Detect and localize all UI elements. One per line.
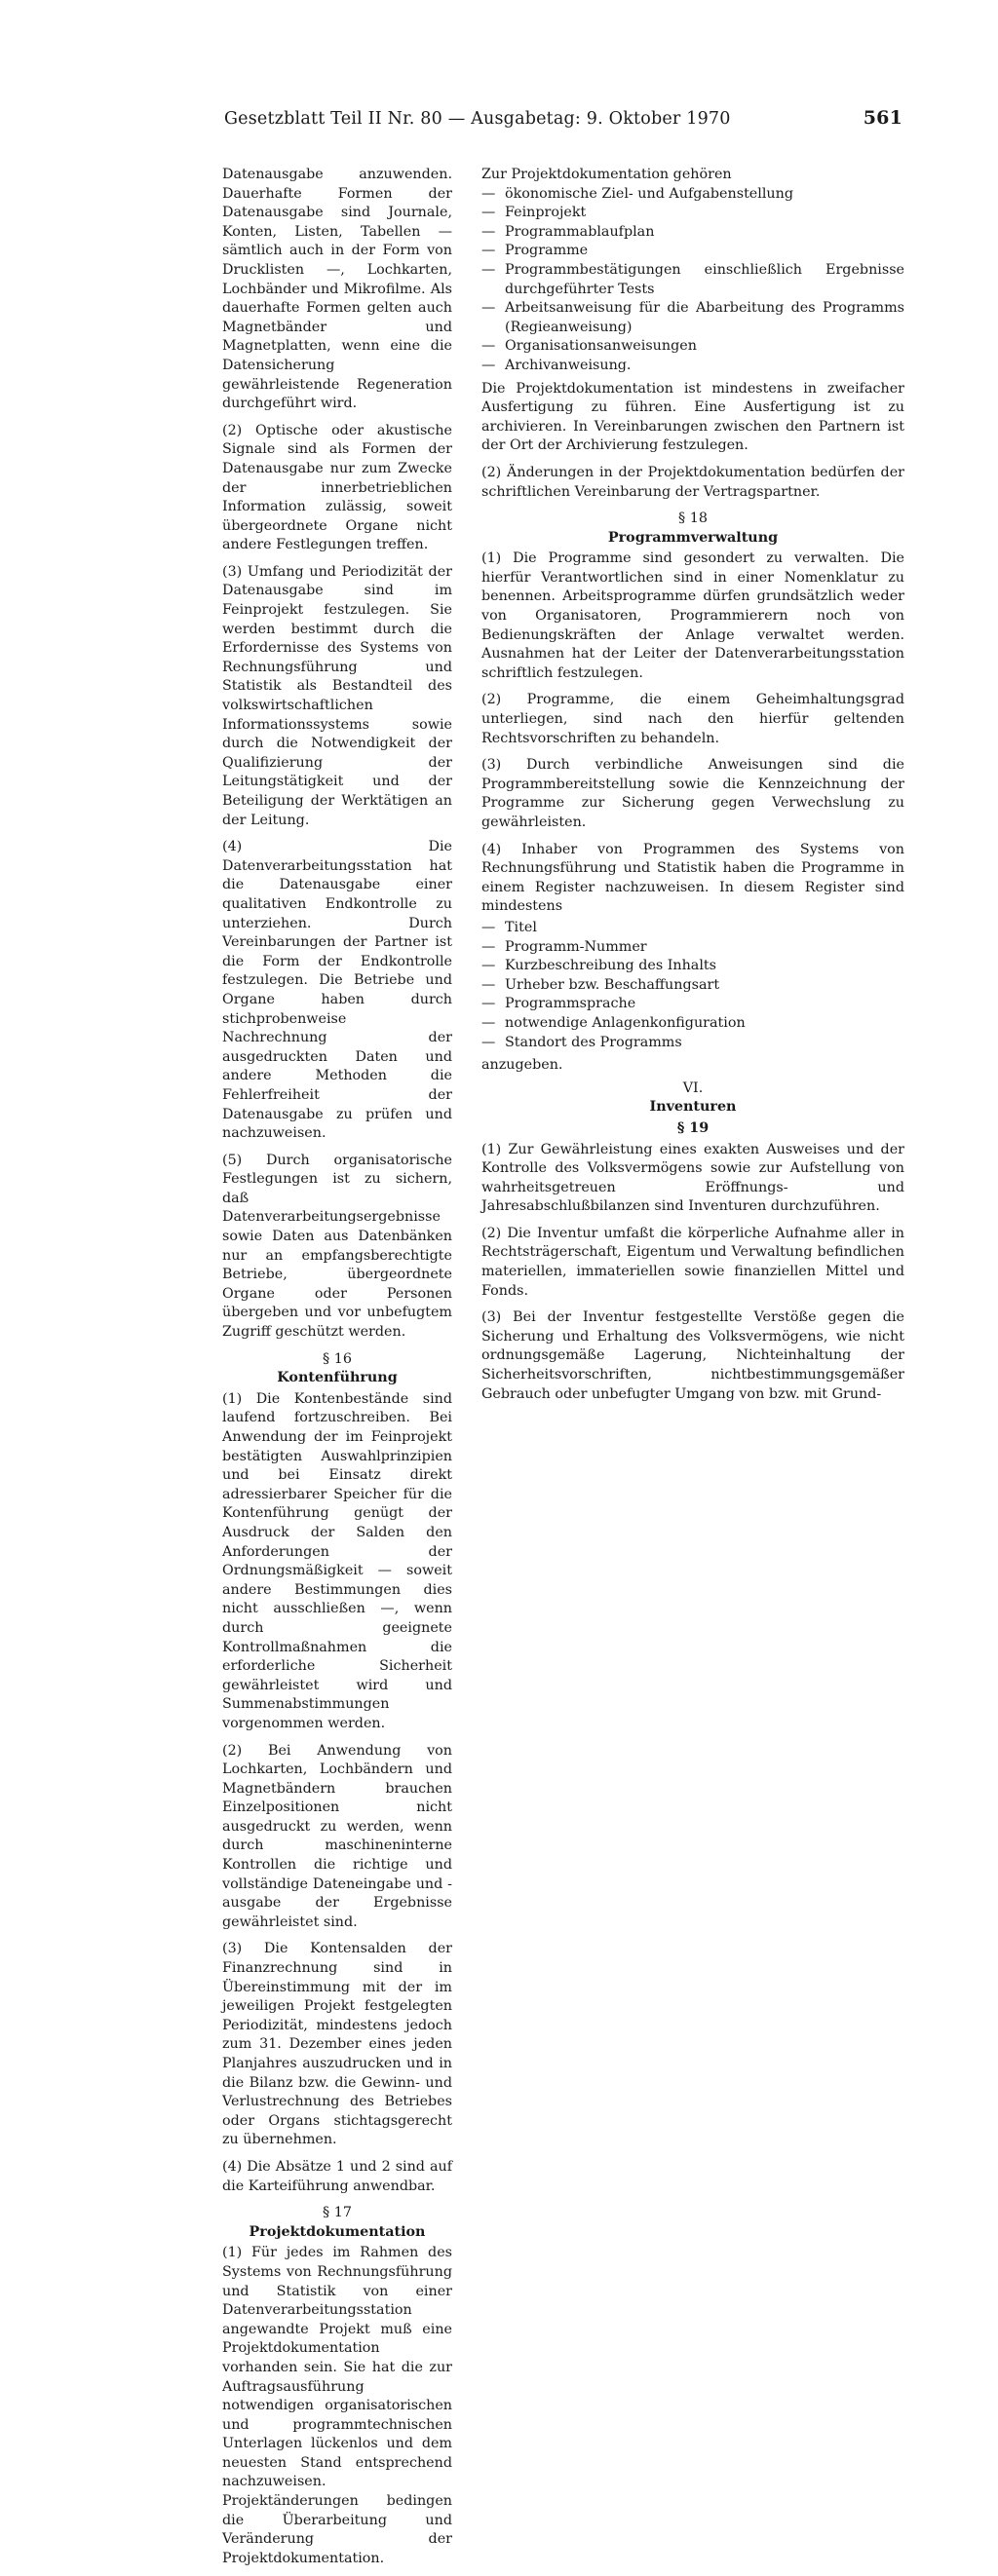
page-header — [224, 105, 902, 134]
list-item: — ökonomische Ziel- und Aufgabenstellung — [481, 185, 793, 202]
section-title: Programmverwaltung — [607, 529, 779, 546]
section-title: Kontenführung — [277, 1370, 398, 1386]
header-title: Gesetzblatt Teil II Nr. 80 — Ausgabetag: 9. Oktober 1970 — [224, 109, 731, 129]
paragraph: (3) Durch verbindliche Anweisungen sind die Programmbereitstellung sowie die Kennzeichnung der Programme zur Sicherung gegen Verwechslung zu gewährleisten. — [481, 757, 904, 830]
section-number: § 19 — [676, 1119, 710, 1136]
paragraph: (1) Die Programme sind gesondert zu verwalten. Die hierfür Verantwortlichen sind in einer Nomenklatur zu benennen. Arbeitsprogramme dürfen grundsätzlich weder von Organisatoren, Programmierern noch von Bedienungskräften der Anlage verwaltet werden. Ausnahmen hat der Leiter der Datenverarbeitungsstation schriftlich festzulegen. — [481, 550, 904, 681]
paragraph: Die Projektdokumentation ist mindestens in zweifacher Ausfertigung zu führen. Eine Ausfertigung ist zu archivieren. In Vereinbarungen zwischen den Partnern ist der Ort der Archivierung festzulegen. — [481, 380, 904, 454]
paragraph: (4) Inhaber von Programmen des Systems von Rechnungsführung und Statistik haben die Programme in einem Register nachzuweisen. In diesem Register sind mindestens — [481, 841, 904, 915]
paragraph: (3) Die Kontensalden der Finanzrechnung sind in Übereinstimmung mit der im jeweiligen Projekt festgelegten Periodizität, mindestens jedoch zum 31. Dezember eines jeden Planjahres auszudrucken und in die Bilanz bzw. die Gewinn- und Verlustrechnung des Betriebes oder Organs stichtagsgerecht zu übernehmen. — [222, 1941, 452, 2148]
list-item: — Titel — [481, 919, 537, 935]
chapter-number: VI. — [682, 1080, 704, 1096]
left-column — [222, 166, 452, 2576]
paragraph: (4) Die Absätze 1 und 2 sind auf die Karteiführung anwendbar. — [222, 2158, 452, 2194]
section-title: Projektdokumentation — [249, 2223, 426, 2240]
list-item: — Programmbestätigungen einschließlich Ergebnisse durchgeführter Tests — [481, 261, 904, 297]
list-item: — Archivanweisung. — [481, 357, 632, 373]
paragraph: (1) Zur Gewährleistung eines exakten Ausweises und der Kontrolle des Volksvermögens sowie zur Aufstellung von wahrheitsgetreuen Eröffnungs- und Jahresabschlußbilanzen sind Inventuren durchzuführen. — [481, 1141, 904, 1215]
paragraph: (3) Umfang und Periodizität der Datenausgabe sind im Feinprojekt festzulegen. Sie werden bestimmt durch die Erfordernisse des Systems von Rechnungsführung und Statistik als Bestandteil des volkswirtschaftlichen Informationssystems sowie durch die Notwendigkeit der Qualifizierung der Leitungstätigkeit und der Beteiligung der Werktätigen an der Leitung. — [222, 563, 452, 828]
paragraph: (2) Bei Anwendung von Lochkarten, Lochbändern und Magnetbändern brauchen Einzelpositionen nicht ausgedruckt zu werden, wenn durch maschineninterne Kontrollen die richtige und vollständige Dateneingabe und -ausgabe der Ergebnisse gewährleistet sind. — [222, 1742, 452, 1930]
chapter-title: Inventuren — [649, 1099, 737, 1116]
list-item: — Urheber bzw. Beschaffungsart — [481, 976, 720, 993]
section-number: § 18 — [678, 511, 708, 527]
right-column — [481, 166, 904, 1412]
paragraph: (3) Bei der Inventur festgestellte Verstöße gegen die Sicherung und Erhaltung des Volksvermögens, wie nicht ordnungsgemäße Lagerung, Nichteinhaltung der Sicherheitsvorschriften, nichtbestimmungsgemäßer Gebrauch oder unbefugter Umgang von bzw. mit Grund- — [481, 1309, 904, 1402]
paragraph: (2) Programme, die einem Geheimhaltungsgrad unterliegen, sind nach den hierfür geltenden Rechtsvorschriften zu behandeln. — [481, 692, 904, 746]
list-intro: Zur Projektdokumentation gehören — [481, 167, 732, 182]
paragraph: (1) Für jedes im Rahmen des Systems von Rechnungsführung und Statistik von einer Datenverarbeitungsstation angewandte Projekt muß eine Projektdokumentation vorhanden sein. Sie hat die zur Auftragsausführung notwendigen organisatorischen und programmtechnischen Unterlagen lückenlos und dem neuesten Stand entsprechend nachzuweisen. Projektänderungen bedingen die Überarbeitung und Veränderung der Projektdokumentation. — [222, 2245, 452, 2566]
list-item: — Standort des Programms — [481, 1034, 682, 1050]
section-number: § 16 — [323, 1350, 352, 1367]
list-item: — Arbeitsanweisung für die Abarbeitung des Programms (Regieanweisung) — [481, 300, 904, 335]
page-number: 561 — [863, 107, 902, 129]
list-item: — Programme — [481, 243, 589, 259]
list-item: — Feinprojekt — [481, 205, 587, 221]
list-outro: anzugeben. — [481, 1057, 563, 1074]
paragraph: (1) Die Kontenbestände sind laufend fortzuschreiben. Bei Anwendung der im Feinprojekt bestätigten Auswahlprinzipien und bei Einsatz direkt adressierbarer Speicher für die Kontenführung genügt der Ausdruck der Salden den Anforderungen der Ordnungsmäßigkeit — soweit andere Bestimmungen dies nicht ausschließen —, wenn durch geeignete Kontrollmaßnahmen die erforderliche Sicherheit gewährleistet wird und Summenabstimmungen vorgenommen werden. — [222, 1390, 452, 1731]
list-item: — Programm-Nummer — [481, 938, 647, 955]
list-item: — notwendige Anlagenkonfiguration — [481, 1014, 746, 1031]
list-item: — Programmsprache — [481, 996, 636, 1012]
paragraph: Datenausgabe anzuwenden. Dauerhafte Formen der Datenausgabe sind Journale, Konten, Listen, Tabellen — sämtlich auch in der Form von Drucklisten —, Lochkarten, Lochbänder und Mikrofilme. Als dauerhafte Formen gelten auch Magnetbänder und Magnetplatten, wenn eine die Datensicherung gewährleistende Regeneration durchgeführt wird. — [222, 167, 452, 412]
list-item: — Kurzbeschreibung des Inhalts — [481, 958, 716, 974]
section-number: § 17 — [323, 2205, 352, 2221]
paragraph: (4) Die Datenverarbeitungsstation hat die Datenausgabe einer qualitativen Endkontrolle zu unterziehen. Durch Vereinbarungen der Partner ist die Form der Endkontrolle festzulegen. Die Betriebe und Organe haben durch stichprobenweise Nachrechnung der ausgedruckten Daten und andere Methoden die Fehlerfreiheit der Datenausgabe zu prüfen und nachzuweisen. — [222, 839, 452, 1142]
paragraph: (2) Änderungen in der Projektdokumentation bedürfen der schriftlichen Vereinbarung der Vertragspartner. — [481, 464, 904, 500]
doc-list — [481, 185, 904, 376]
paragraph: (5) Durch organisatorische Festlegungen ist zu sichern, daß Datenverarbeitungsergebnisse sowie Daten aus Datenbänken nur an empfangsberechtigte Betriebe, übergeordnete Organe oder Personen übergeben und vor unbefugtem Zugriff geschützt werden. — [222, 1152, 452, 1341]
paragraph: (2) Optische oder akustische Signale sind als Formen der Datenausgabe nur zum Zwecke der innerbetrieblichen Information zulässig, soweit übergeordnete Organe nicht andere Festlegungen treffen. — [222, 422, 452, 553]
paragraph: (2) Die Inventur umfaßt die körperliche Aufnahme aller in Rechtsträgerschaft, Eigentum und Verwaltung befindlichen materiellen, immateriellen sowie finanziellen Mittel und Fonds. — [481, 1225, 904, 1299]
list-item: — Organisationsanweisungen — [481, 338, 697, 355]
list-item: — Programmablaufplan — [481, 223, 655, 240]
register-list — [481, 919, 904, 1052]
